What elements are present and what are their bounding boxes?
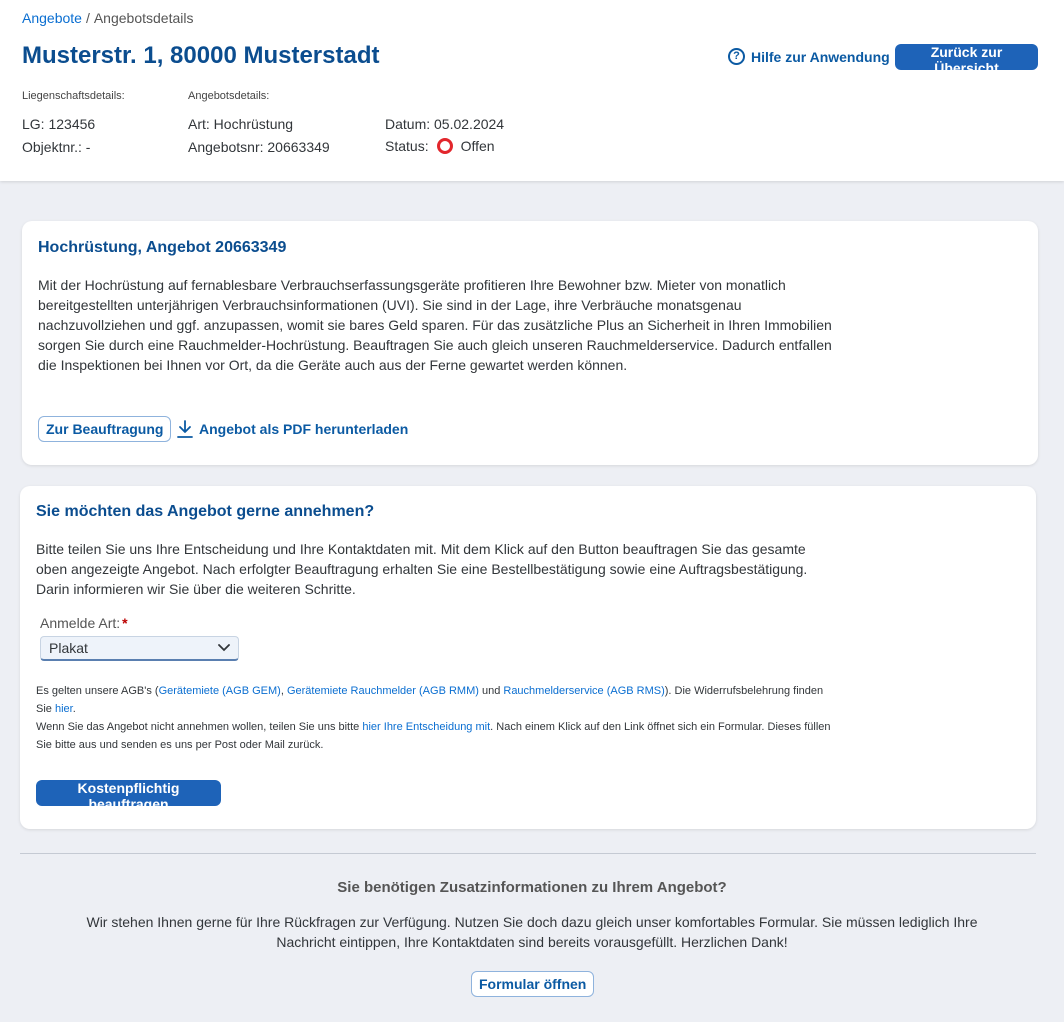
offer-status (385, 138, 495, 154)
download-pdf-label: Angebot als PDF herunterladen (199, 421, 409, 437)
page-title: Musterstr. 1, 80000 Musterstadt (22, 42, 380, 69)
back-to-overview-button[interactable]: Zurück zur Übersicht (895, 44, 1038, 70)
breadcrumb-separator: / (85, 10, 90, 26)
offer-number: Angebotsnr: 20663349 (188, 139, 330, 155)
download-pdf-link[interactable] (177, 420, 408, 438)
offer-type: Art: Hochrüstung (188, 116, 294, 132)
legal-text: Es gelten unsere AGB's ( (36, 685, 159, 697)
chevron-down-icon (218, 644, 230, 652)
footer-divider (20, 853, 1036, 854)
legal-text: . Nach einem Klick auf den Link öffnet sich ein Formular. Dieses füllen Sie bitte aus und senden es uns per Post oder Mail zurück. (36, 721, 831, 751)
decline-offer-link[interactable]: hier Ihre Entscheidung mit (362, 721, 491, 733)
registration-type-value: Plakat (49, 640, 88, 656)
agb-rms-link[interactable]: Rauchmelderservice (AGB RMS) (503, 685, 665, 697)
paid-order-button[interactable]: Kostenpflichtig beauftragen (36, 780, 221, 806)
footer-title: Sie benötigen Zusatzinformationen zu Ihrem Angebot? (337, 879, 727, 896)
status-label: Status: (385, 138, 429, 154)
download-icon (177, 420, 193, 438)
withdrawal-info-link[interactable]: hier (54, 703, 73, 715)
go-to-order-button[interactable]: Zur Beauftragung (38, 416, 171, 442)
registration-type-select[interactable] (40, 636, 239, 661)
breadcrumb (22, 10, 193, 26)
page-header (0, 0, 1064, 181)
agb-gem-link[interactable]: Gerätemiete (AGB GEM) (158, 685, 281, 697)
legal-text: und (478, 685, 504, 697)
legal-text: Wenn Sie das Angebot nicht annehmen wollen, teilen Sie uns bitte (36, 721, 363, 733)
status-ring-icon (437, 138, 453, 154)
registration-type-label (40, 615, 128, 631)
offer-details-heading: Angebotsdetails: (188, 90, 270, 102)
offer-card-title: Hochrüstung, Angebot 20663349 (38, 239, 287, 256)
object-number: Objektnr.: - (22, 139, 91, 155)
status-value: Offen (460, 138, 495, 154)
agb-rmm-link[interactable]: Gerätemiete Rauchmelder (AGB RMM) (286, 685, 479, 697)
registration-type-label-text: Anmelde Art: (40, 615, 121, 631)
legal-text: , (280, 685, 287, 697)
accept-offer-card (20, 486, 1036, 829)
help-link-label: Hilfe zur Anwendung (751, 48, 890, 65)
legal-text: . (72, 703, 76, 715)
accept-offer-description: Bitte teilen Sie uns Ihre Entscheidung und Ihre Kontaktdaten mit. Mit dem Klick auf den Button beauftragen Sie das gesamte oben angezeigte Angebot. Nach erfolgter Beauftragung erhalten Sie eine Bestellbestätigung sowie eine Auftragsbestätigung. Darin informieren wir Sie über die weiteren Schritte. (36, 541, 808, 597)
offer-card (22, 221, 1038, 465)
accept-offer-title: Sie möchten das Angebot gerne annehmen? (36, 503, 375, 520)
lg-number: LG: 123456 (22, 116, 96, 132)
question-circle-icon: ? (728, 48, 745, 65)
legal-notice (36, 682, 836, 754)
legal-text: ). Die Widerrufsbelehrung finden Sie (36, 685, 824, 715)
help-link[interactable] (728, 48, 890, 65)
open-form-button[interactable]: Formular öffnen (471, 971, 594, 997)
property-details-heading: Liegenschaftsdetails: (22, 90, 125, 102)
breadcrumb-current: Angebotsdetails (93, 10, 194, 26)
offer-card-description: Mit der Hochrüstung auf fernablesbare Verbrauchserfassungsgeräte profitieren Ihre Bewohner bzw. Mieter von monatlich bereitgestellten unterjährigen Verbrauchsinformationen (UVI). Sie sind in der Lage, ihre Verbräuche monatsgenau nachzuvollziehen und ggf. anzupassen, womit sie bares Geld sparen. Für das zusätzliche Plus an Sicherheit in Ihren Immobilien sorgen Sie durch eine Rauchmelder-Hochrüstung. Beauftragen Sie auch gleich unseren Rauchmelderservice. Dadurch entfallen die Inspektionen bei Ihnen vor Ort, da die Geräte auch aus der Ferne gewartet werden können. (38, 277, 832, 373)
offer-date: Datum: 05.02.2024 (385, 116, 505, 132)
required-marker: * (122, 615, 128, 631)
breadcrumb-link-offers[interactable]: Angebote (22, 10, 82, 26)
footer-text: Wir stehen Ihnen gerne für Ihre Rückfragen zur Verfügung. Nutzen Sie doch dazu gleich unser komfortables Formular. Sie müssen lediglich Ihre Nachricht eintippen, Ihre Kontaktdaten sind bereits vorausgefüllt. Herzlichen Dank! (86, 914, 978, 950)
